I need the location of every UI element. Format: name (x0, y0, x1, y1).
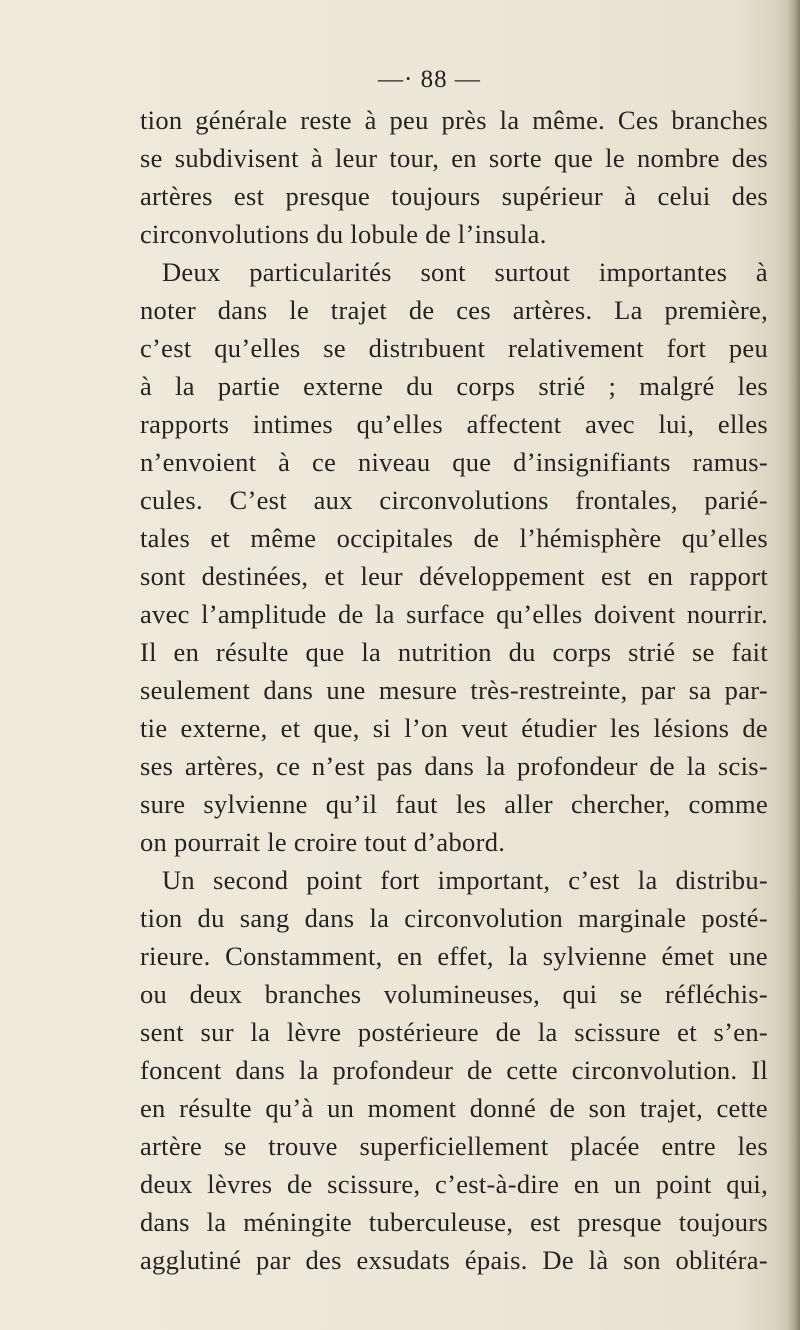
text-line: à la partie externe du corps strié ; malgré les (140, 371, 768, 401)
text-line: artère se trouve superficiellement placée entre les (140, 1131, 768, 1161)
text-line: seulement dans une mesure très-restreinte, par sa par- (140, 675, 768, 705)
text-line: ses artères, ce n’est pas dans la profondeur de la scis- (140, 751, 768, 781)
text-line: circonvolutions du lobule de l’insula. (140, 219, 547, 249)
text-line: c’est qu’elles se distrıbuent relativement fort peu (140, 333, 768, 363)
text-line: ou deux branches volumineuses, qui se réfléchis- (140, 979, 768, 1009)
text-line: tales et même occipitales de l’hémisphère qu’elles (140, 523, 768, 553)
text-line: Un second point fort important, c’est la distribu- (162, 865, 768, 895)
text-line: sent sur la lèvre postérieure de la scissure et s’en- (140, 1017, 768, 1047)
text-line: rieure. Constamment, en effet, la sylvienne émet une (140, 941, 768, 971)
text-line: n’envoient à ce niveau que d’insignifiants ramus- (140, 447, 768, 477)
text-line: noter dans le trajet de ces artères. La première, (140, 295, 768, 325)
text-line: rapports intimes qu’elles affectent avec lui, elles (140, 409, 768, 439)
text-line: Il en résulte que la nutrition du corps strié se fait (140, 637, 768, 667)
text-line: artères est presque toujours supérieur à celui des (140, 181, 768, 211)
page-number: —· 88 — (378, 66, 481, 93)
text-line: tion générale reste à peu près la même. Ces branches (140, 105, 768, 135)
text-line: dans la méningite tuberculeuse, est presque toujours (140, 1207, 768, 1237)
text-line: on pourrait le croire tout d’abord. (140, 827, 506, 857)
text-line: Deux particularités sont surtout importantes à (162, 257, 768, 287)
text-line: avec l’amplitude de la surface qu’elles doivent nourrir. (140, 599, 768, 629)
text-line: tie externe, et que, si l’on veut étudier les lésions de (140, 713, 768, 743)
text-line: deux lèvres de scissure, c’est-à-dire en un point qui, (140, 1169, 768, 1199)
text-line: cules. C’est aux circonvolutions frontales, parié- (140, 485, 768, 515)
text-line: agglutiné par des exsudats épais. De là son oblitéra- (140, 1245, 768, 1275)
text-line: foncent dans la profondeur de cette circonvolution. Il (140, 1055, 768, 1085)
text-line: en résulte qu’à un moment donné de son trajet, cette (140, 1093, 768, 1123)
page-edge-shadow (788, 0, 800, 1330)
text-line: sure sylvienne qu’il faut les aller chercher, comme (140, 789, 768, 819)
text-line: se subdivisent à leur tour, en sorte que le nombre des (140, 143, 768, 173)
text-line: sont destinées, et leur développement est en rapport (140, 561, 768, 591)
text-line: tion du sang dans la circonvolution marginale posté- (140, 903, 768, 933)
